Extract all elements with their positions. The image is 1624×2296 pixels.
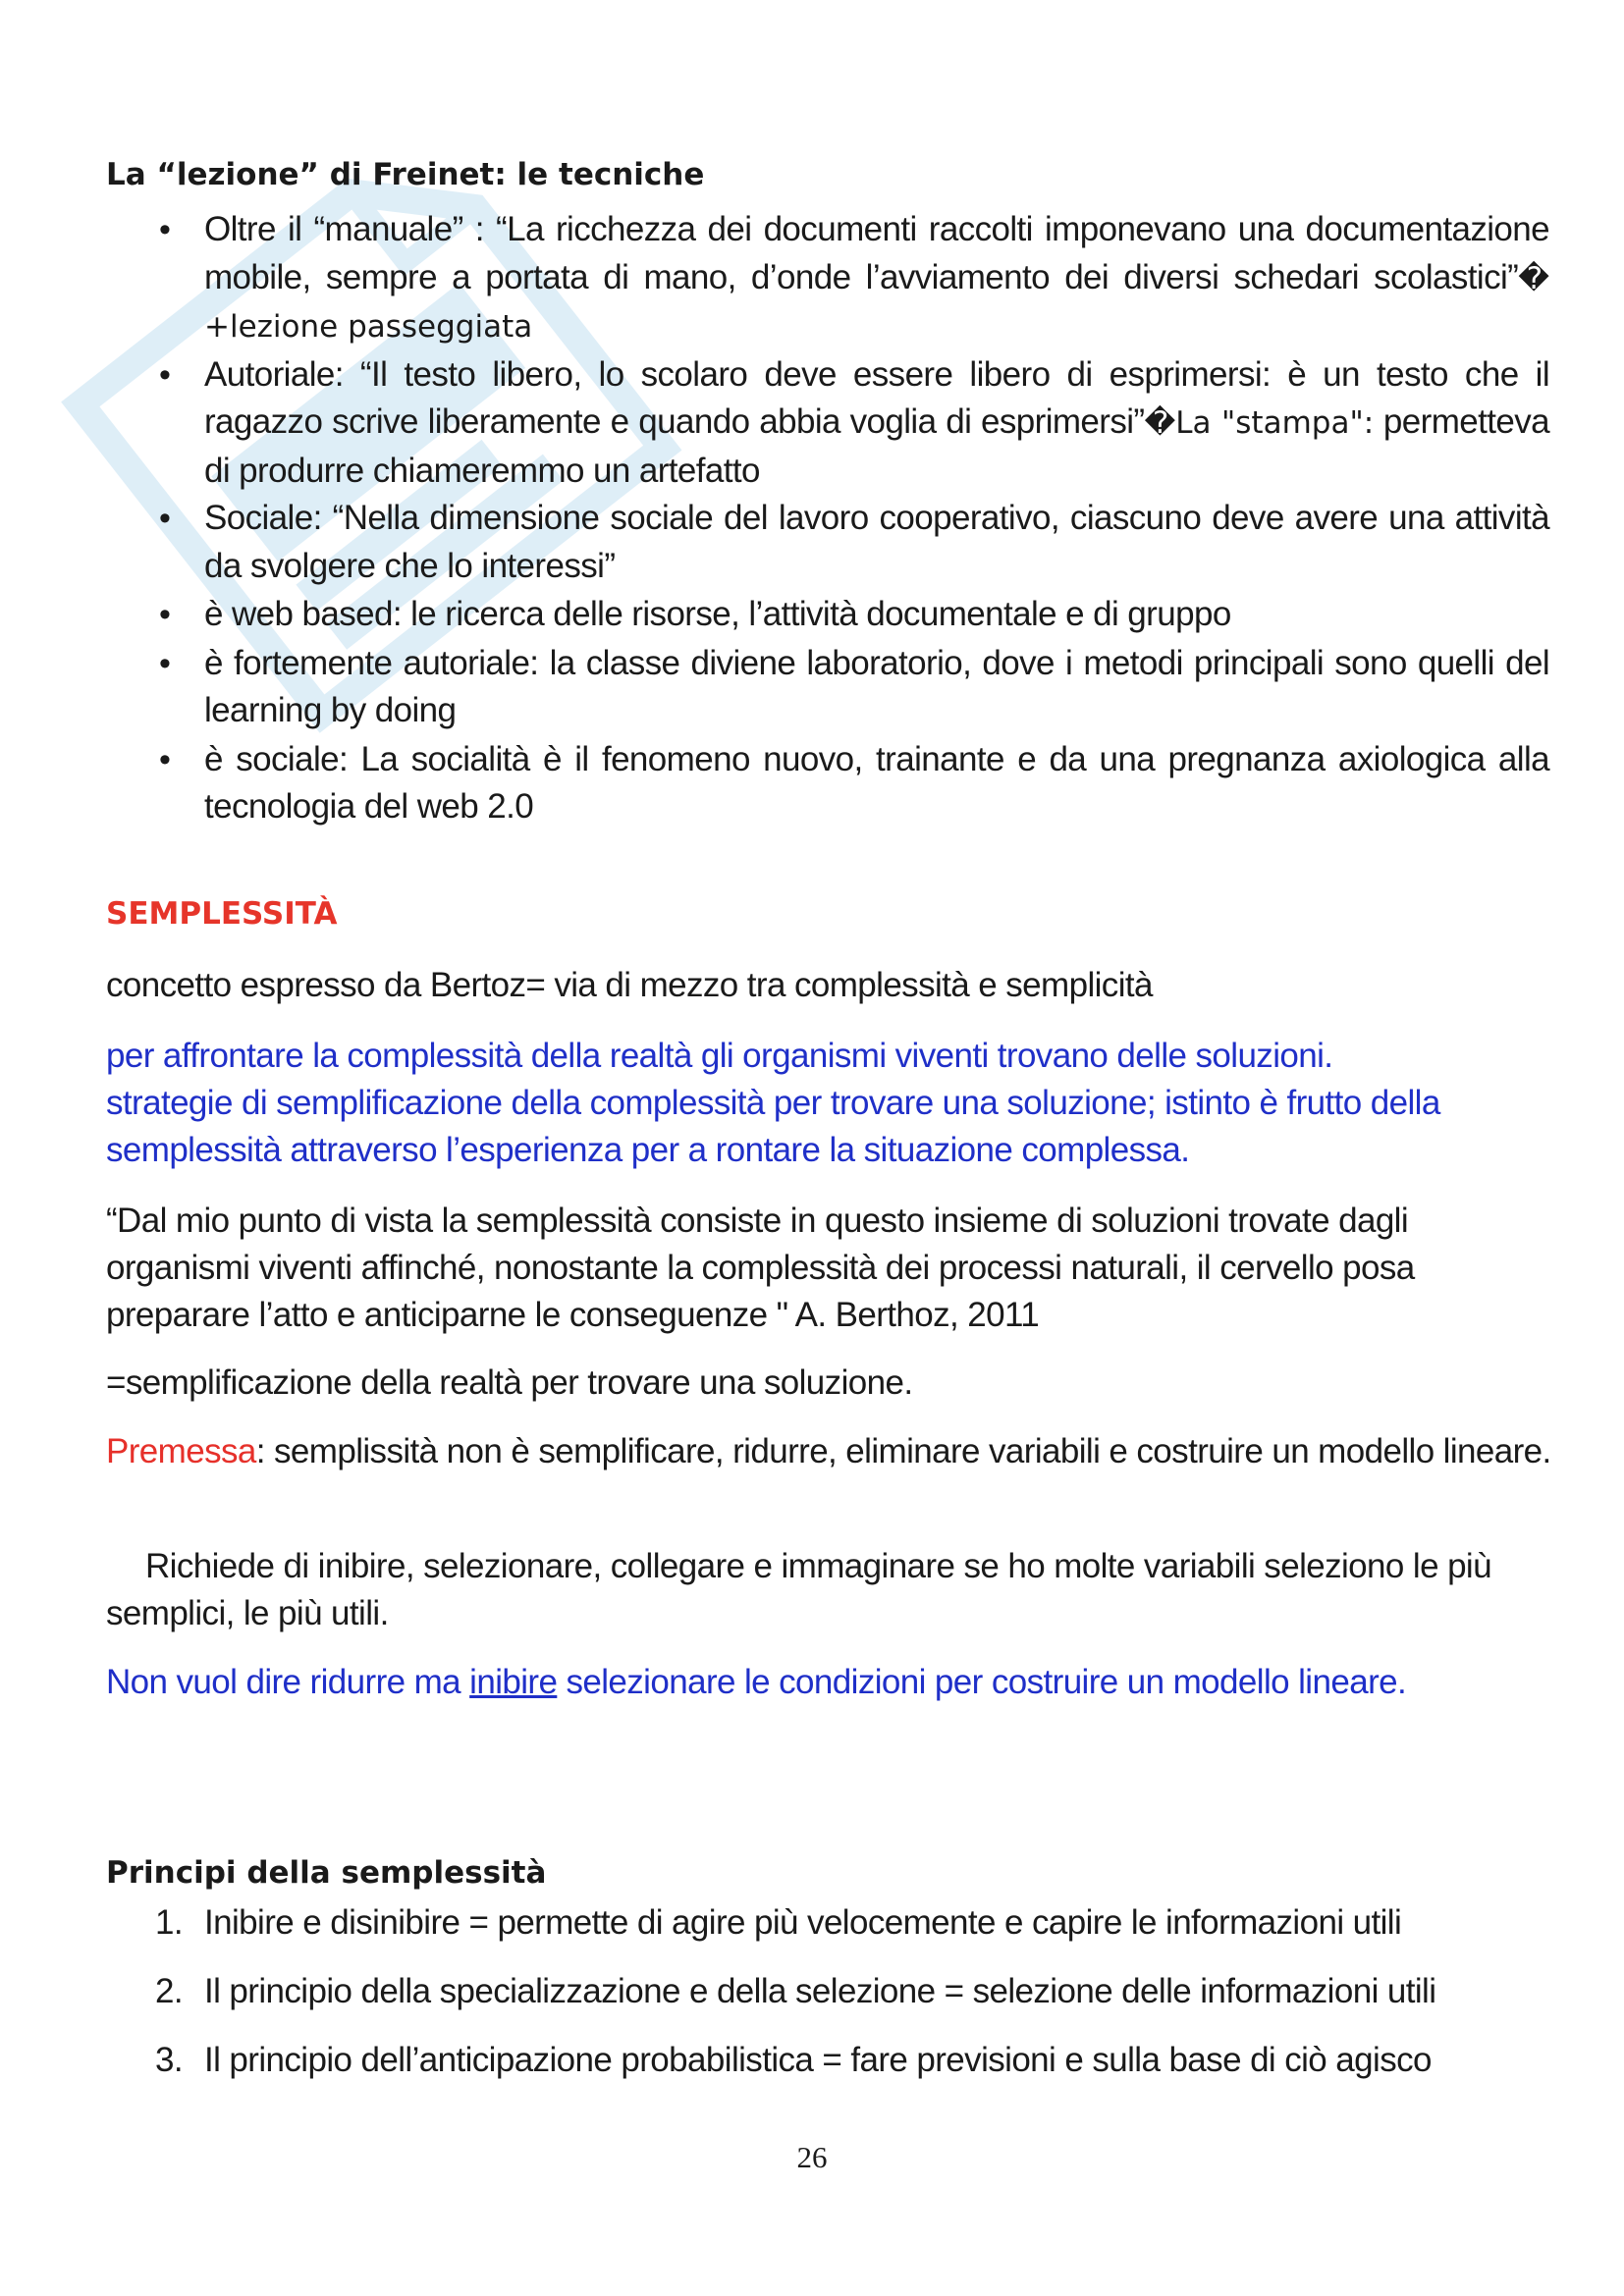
section-title-semplessita: SEMPLESSITÀ: [106, 896, 338, 932]
blue-paragraph-1: per affrontare la complessità della realtà gli organismi viventi trovano delle soluzioni.: [106, 1037, 1333, 1075]
list-item: • Autoriale: “Il testo libero, lo scolaro deve essere libero di esprimersi: è un testo che il ragazzo scrive liberamente e quando abbia voglia di esprimersi”�La "stampa": permetteva di produrre chiameremmo un artefatto: [106, 351, 1549, 496]
list-item: 2. Il principio della specializzazione e della selezione = selezione delle informazioni utili: [155, 1972, 1436, 2010]
intro-paragraph: concetto espresso da Bertoz= via di mezzo tra complessità e semplicità: [106, 966, 1153, 1004]
list-item: • Sociale: “Nella dimensione sociale del lavoro cooperativo, ciascuno deve avere una attività da svolgere che lo interessi”: [106, 495, 1549, 591]
freinet-bullet-list: [106, 206, 1549, 832]
inibire-link[interactable]: inibire: [469, 1663, 558, 1701]
list-item: • è fortemente autoriale: la classe diviene laboratorio, dove i metodi principali sono quelli del learning by doing: [106, 640, 1549, 736]
list-item: 3. Il principio dell’anticipazione probabilistica = fare previsioni e sulla base di ciò agisco: [155, 2041, 1432, 2079]
definition-line: =semplificazione della realtà per trovare una soluzione.: [106, 1363, 913, 1402]
section-title-freinet: La “lezione” di Freinet: le tecniche: [106, 157, 705, 192]
section-title-principi: Principi della semplessità: [106, 1855, 547, 1891]
blue-paragraph-2: strategie di semplificazione della complessità per trovare una soluzione; istinto è frutto della semplessità attraverso l’esperienza per a rontare la situazione complessa.: [106, 1084, 1440, 1169]
page-number: 26: [796, 2140, 828, 2174]
nonvuol-paragraph: Non vuol dire ridurre ma inibire selezionare le condizioni per costruire un modello lineare.: [106, 1663, 1407, 1701]
principi-numbered-list: [106, 1899, 1559, 2106]
list-item: 1. Inibire e disinibire = permette di agire più velocemente e capire le informazioni utili: [155, 1903, 1402, 1942]
list-item: • è sociale: La socialità è il fenomeno nuovo, trainante e da una pregnanza axiologica alla tecnologia del web 2.0: [106, 736, 1549, 832]
list-item: • Oltre il “manuale” : “La ricchezza dei documenti raccolti imponevano una documentazione mobile, sempre a portata di mano, d’onde l’avviamento dei diversi schedari scolastici”� +lezione passeggiata: [106, 206, 1549, 351]
berthoz-quote: “Dal mio punto di vista la semplessità consiste in questo insieme di soluzioni trovate dagli organismi viventi affinché, nonostante la complessità dei processi naturali, il cervello posa preparare l’atto e anticiparne le conseguenze " A. Berthoz, 2011: [106, 1201, 1415, 1334]
richiede-paragraph: Richiede di inibire, selezionare, collegare e immaginare se ho molte variabili seleziono le più semplici, le più utili.: [106, 1547, 1491, 1632]
premessa-label: Premessa: [106, 1432, 256, 1470]
list-item: • è web based: le ricerca delle risorse, l’attività documentale e di gruppo: [106, 591, 1549, 640]
premessa-paragraph: Premessa: semplissità non è semplificare, ridurre, eliminare variabili e costruire un modello lineare.: [106, 1432, 1551, 1470]
